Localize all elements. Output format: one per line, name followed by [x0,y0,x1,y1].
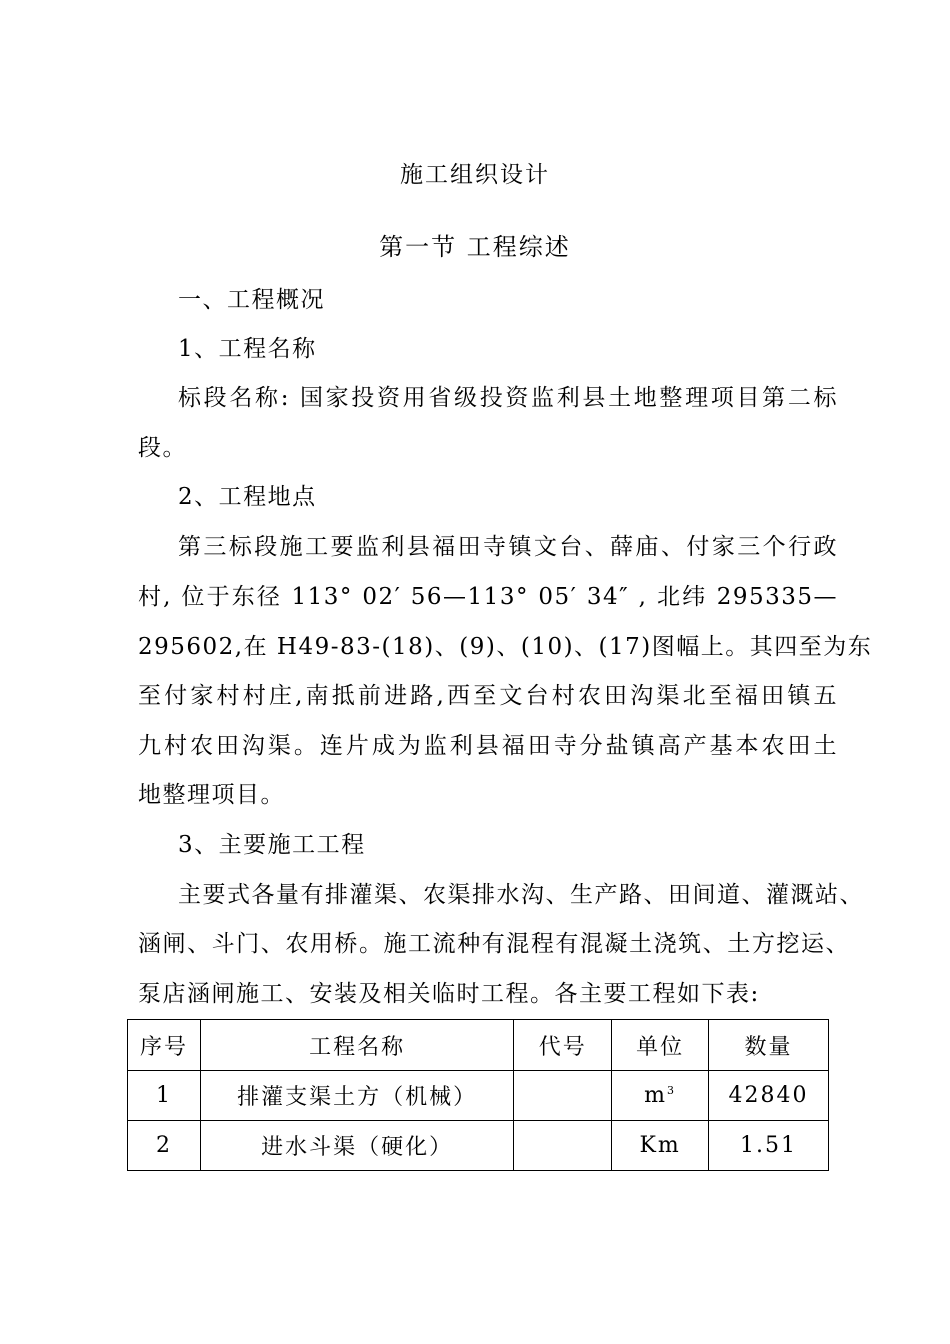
cell-code [514,1071,612,1121]
location-line: 至付家村村庄,南抵前进路,西至文台村农田沟渠北至福田镇五 [138,683,838,709]
cell-code [514,1121,612,1171]
cell-no: 2 [128,1121,201,1171]
project-name-line: 段。 [138,435,187,461]
heading-project-name: 1、工程名称 [178,336,317,362]
cell-name: 排灌支渠土方（机械） [200,1071,513,1121]
cell-qty: 42840 [709,1071,829,1121]
table-row [128,1121,829,1171]
heading-overview: 一、工程概况 [178,287,325,313]
location-line: 地整理项目。 [138,782,285,808]
table-row [128,1071,829,1121]
heading-project-location: 2、工程地点 [178,484,317,510]
cell-qty: 1.51 [709,1121,829,1171]
location-line: 村, 位于东径 113° 02′ 56—113° 05′ 34″ , 北纬 295335— [138,584,838,610]
table-header-row [128,1020,829,1071]
section-heading: 第一节 工程综述 [379,233,571,261]
main-works-line: 主要式各量有排灌渠、农渠排水沟、生产路、田间道、灌溉站、 [178,882,864,908]
cell-unit [612,1071,709,1121]
cell-unit: Km [612,1121,709,1171]
header-qty: 数量 [709,1020,829,1071]
location-line: 第三标段施工要监利县福田寺镇文台、薛庙、付家三个行政 [178,534,838,560]
location-line: 295602,在 H49-83-(18)、(9)、(10)、(17)图幅上。其四至为东 [138,634,873,660]
cell-no: 1 [128,1071,201,1121]
works-table [127,1019,829,1171]
unit-text: m [644,1083,668,1108]
heading-main-works: 3、主要施工工程 [178,832,366,858]
project-name-line: 标段名称: 国家投资用省级投资监利县土地整理项目第二标 [178,385,838,411]
location-line: 九村农田沟渠。连片成为监利县福田寺分盐镇高产基本农田土 [138,733,838,759]
header-name: 工程名称 [200,1020,513,1071]
main-works-line: 涵闸、斗门、农用桥。施工流种有混程有混凝土浇筑、土方挖运、 [138,931,850,957]
unit-superscript: 3 [667,1084,677,1097]
page-title: 施工组织设计 [400,162,550,188]
header-no: 序号 [128,1020,201,1071]
cell-name: 进水斗渠（硬化） [200,1121,513,1171]
main-works-line: 泵店涵闸施工、安装及相关临时工程。各主要工程如下表: [138,981,760,1007]
header-unit: 单位 [612,1020,709,1071]
header-code: 代号 [514,1020,612,1071]
